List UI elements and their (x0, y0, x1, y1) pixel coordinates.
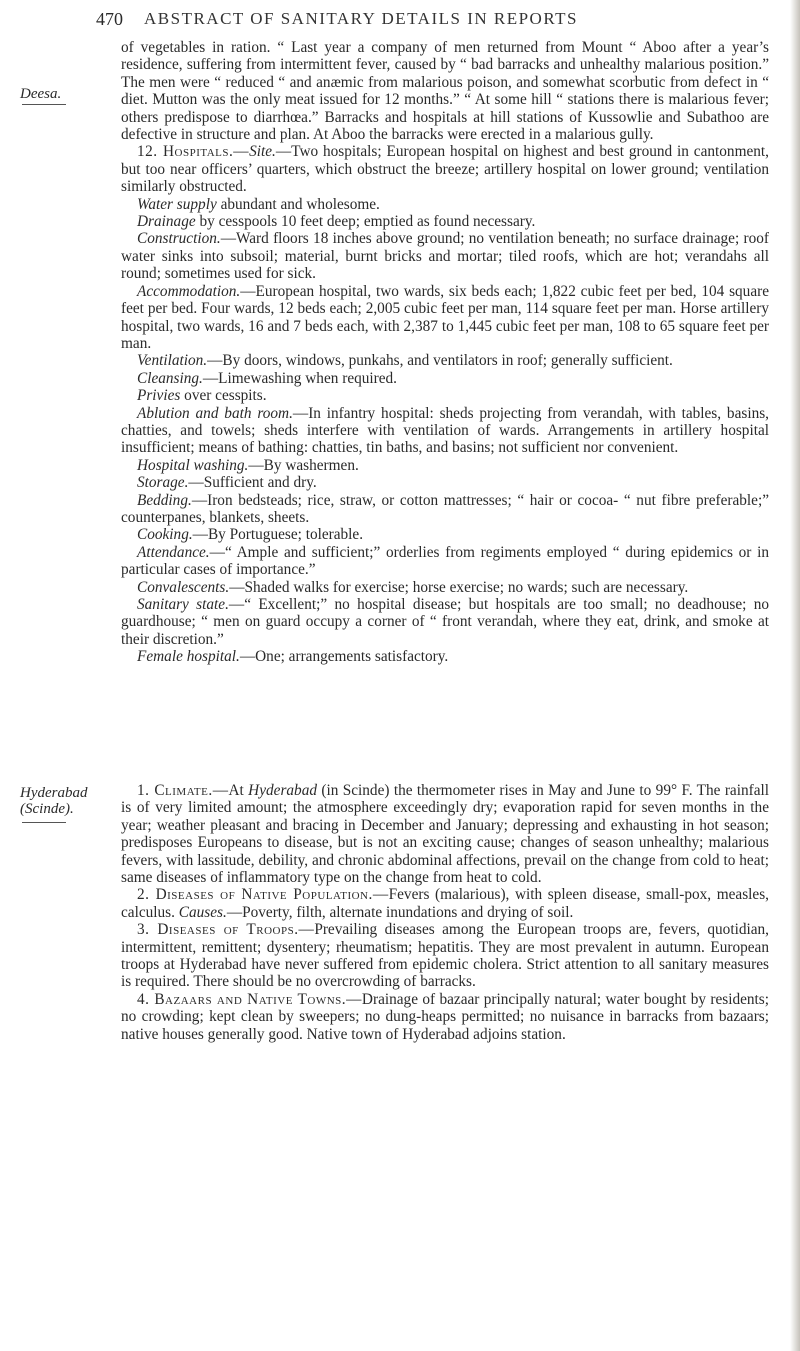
paragraph-water-supply: Water supply abundant and wholesome. (137, 195, 380, 213)
paragraph-ablution: Ablution and bath room.—In infantry hospital: sheds projecting from verandah, with tables, basins, chatties, and towels; sheds interfere with ventilation of wards. Arrangements in artillery hospital insufficient; means of bathing: chatties, tin baths, and basins; not sufficient nor convenient. (121, 404, 769, 457)
sidenote-rule (22, 104, 66, 105)
page-header (96, 5, 776, 35)
paragraph-privies: Privies over cesspits. (137, 387, 267, 405)
paragraph-storage: Storage.—Sufficient and dry. (137, 474, 317, 492)
sidenote-deesa: Deesa. (20, 86, 62, 102)
paragraph-bazaars: 4. Bazaars and Native Towns.—Drainage of bazaar principally natural; water bought by residents; no crowding; kept clean by sweepers; no dung-heaps permitted; no nuisance in barracks from bazaars; native houses generally good. Native town of Hyderabad adjoins station. (121, 990, 770, 1043)
running-title: ABSTRACT OF SANITARY DETAILS IN REPORTS (144, 9, 578, 28)
paragraph-attendance: Attendance.—“ Ample and sufficient;” orderlies from regiments employed “ during epidemics or in particular cases of importance.” (121, 543, 769, 579)
paragraph-hospital-washing: Hospital washing.—By washermen. (137, 456, 359, 474)
paragraph-cleansing: Cleansing.—Limewashing when required. (137, 369, 398, 387)
sidenote-rule (22, 822, 66, 823)
paragraph-native-diseases: 2. Diseases of Native Population.—Fevers (malarious), with spleen disease, small-pox, measles, calculus. Causes.—Poverty, filth, alternate inundations and drying of soil. (121, 886, 769, 921)
hyderabad-section (121, 782, 769, 1043)
paragraph-bedding: Bedding.—Iron bedsteads; rice, straw, or cotton mattresses; “ hair or cocoa- “ nut fibre preferable;” counterpanes, blankets, sheets. (121, 491, 769, 526)
deesa-section (121, 39, 769, 666)
sidenote-hyderabad-region: (Scinde). (20, 801, 74, 817)
sidenote-hyderabad-name: Hyderabad (20, 785, 88, 801)
paragraph-convalescents: Convalescents.—Shaded walks for exercise; horse exercise; no wards; such are necessary. (137, 578, 689, 596)
page-edge-shadow (790, 0, 800, 1351)
paragraph-hospitals: 12. Hospitals.—Site.—Two hospitals; European hospital on highest and best ground in cantonment, but too near officers’ quarters, which obstruct the breeze; artillery hospital on lower ground; ventilation similarly obstructed. (121, 143, 769, 196)
paragraph-sanitary-state: Sanitary state.—“ Excellent;” no hospital disease; but hospitals are too small; no deadhouse; no guardhouse; “ men on guard occupy a corner of “ front verandah, where they eat, drink, and smoke at their discretion.” (121, 596, 769, 648)
page-number: 470 (96, 9, 123, 29)
paragraph-troop-diseases: 3. Diseases of Troops.—Prevailing diseases among the European troops are, fevers, quotidian, intermittent, remittent; dysentery; rheumatism; hepatitis. They are most prevalent in autumn. European troops at Hyderabad have never suffered from epidemic cholera. Strict attention to all sanitary measures is required. There should be no overcrowding of barracks. (121, 921, 769, 991)
sidenote-hyderabad (20, 785, 88, 817)
paragraph-climate: 1. Climate.—At Hyderabad (in Scinde) the thermometer rises in May and June to 99° F. The rainfall is of very limited amount; the atmosphere exceedingly dry; evaporation rapid for seven months in the year; weather pleasant and bracing in December and January; depressing and exhausting in hot season; predisposes Europeans to disease, but is not an exciting cause; changes of season unhealthy; malarious fevers, with lassitude, debility, and chronic abdominal affections, prevail on the change from cold to heat; same diseases of inflammatory type on the change from heat to cold. (121, 782, 769, 887)
paragraph-ventilation: Ventilation.—By doors, windows, punkahs, and ventilators in roof; generally sufficient. (137, 352, 673, 370)
paragraph-construction: Construction.—Ward floors 18 inches above ground; no ventilation beneath; no surface drainage; roof water sinks into subsoil; material, burnt bricks and mortar; tiled roofs, which are hot; verandahs all round; sometimes used for sick. (121, 230, 769, 283)
paragraph-female-hospital: Female hospital.—One; arrangements satisfactory. (137, 648, 449, 666)
paragraph-accommodation: Accommodation.—European hospital, two wards, six beds each; 1,822 cubic feet per bed, 104 square feet per bed. Four wards, 12 beds each; 2,005 cubic feet per man, 114 square feet per man. Horse artillery hospital, two wards, 16 and 7 beds each, with 2,387 to 1,445 cubic feet per man, 108 to 65 square feet per man. (121, 282, 769, 352)
paragraph-cooking: Cooking.—By Portuguese; tolerable. (137, 526, 364, 544)
paragraph-continuation: of vegetables in ration. “ Last year a company of men returned from Mount “ Aboo after a year’s residence, suffering from intermittent fever, caused by “ bad barracks and unhealthy malarious position.” The men were “ reduced “ and anæmic from malarious poison, and somewhat scorbutic from defect in “ diet. Mutton was the only meat issued for 12 months.” “ At some hill “ stations there is malarious fever; others predispose to diarrhœa.” Barracks and hospitals at hill stations of Kussowlie and Subathoo are defective in structure and plan. At Aboo the barracks were erected in a malarious gully. (121, 39, 769, 144)
paragraph-drainage: Drainage by cesspools 10 feet deep; emptied as found necessary. (137, 213, 536, 231)
